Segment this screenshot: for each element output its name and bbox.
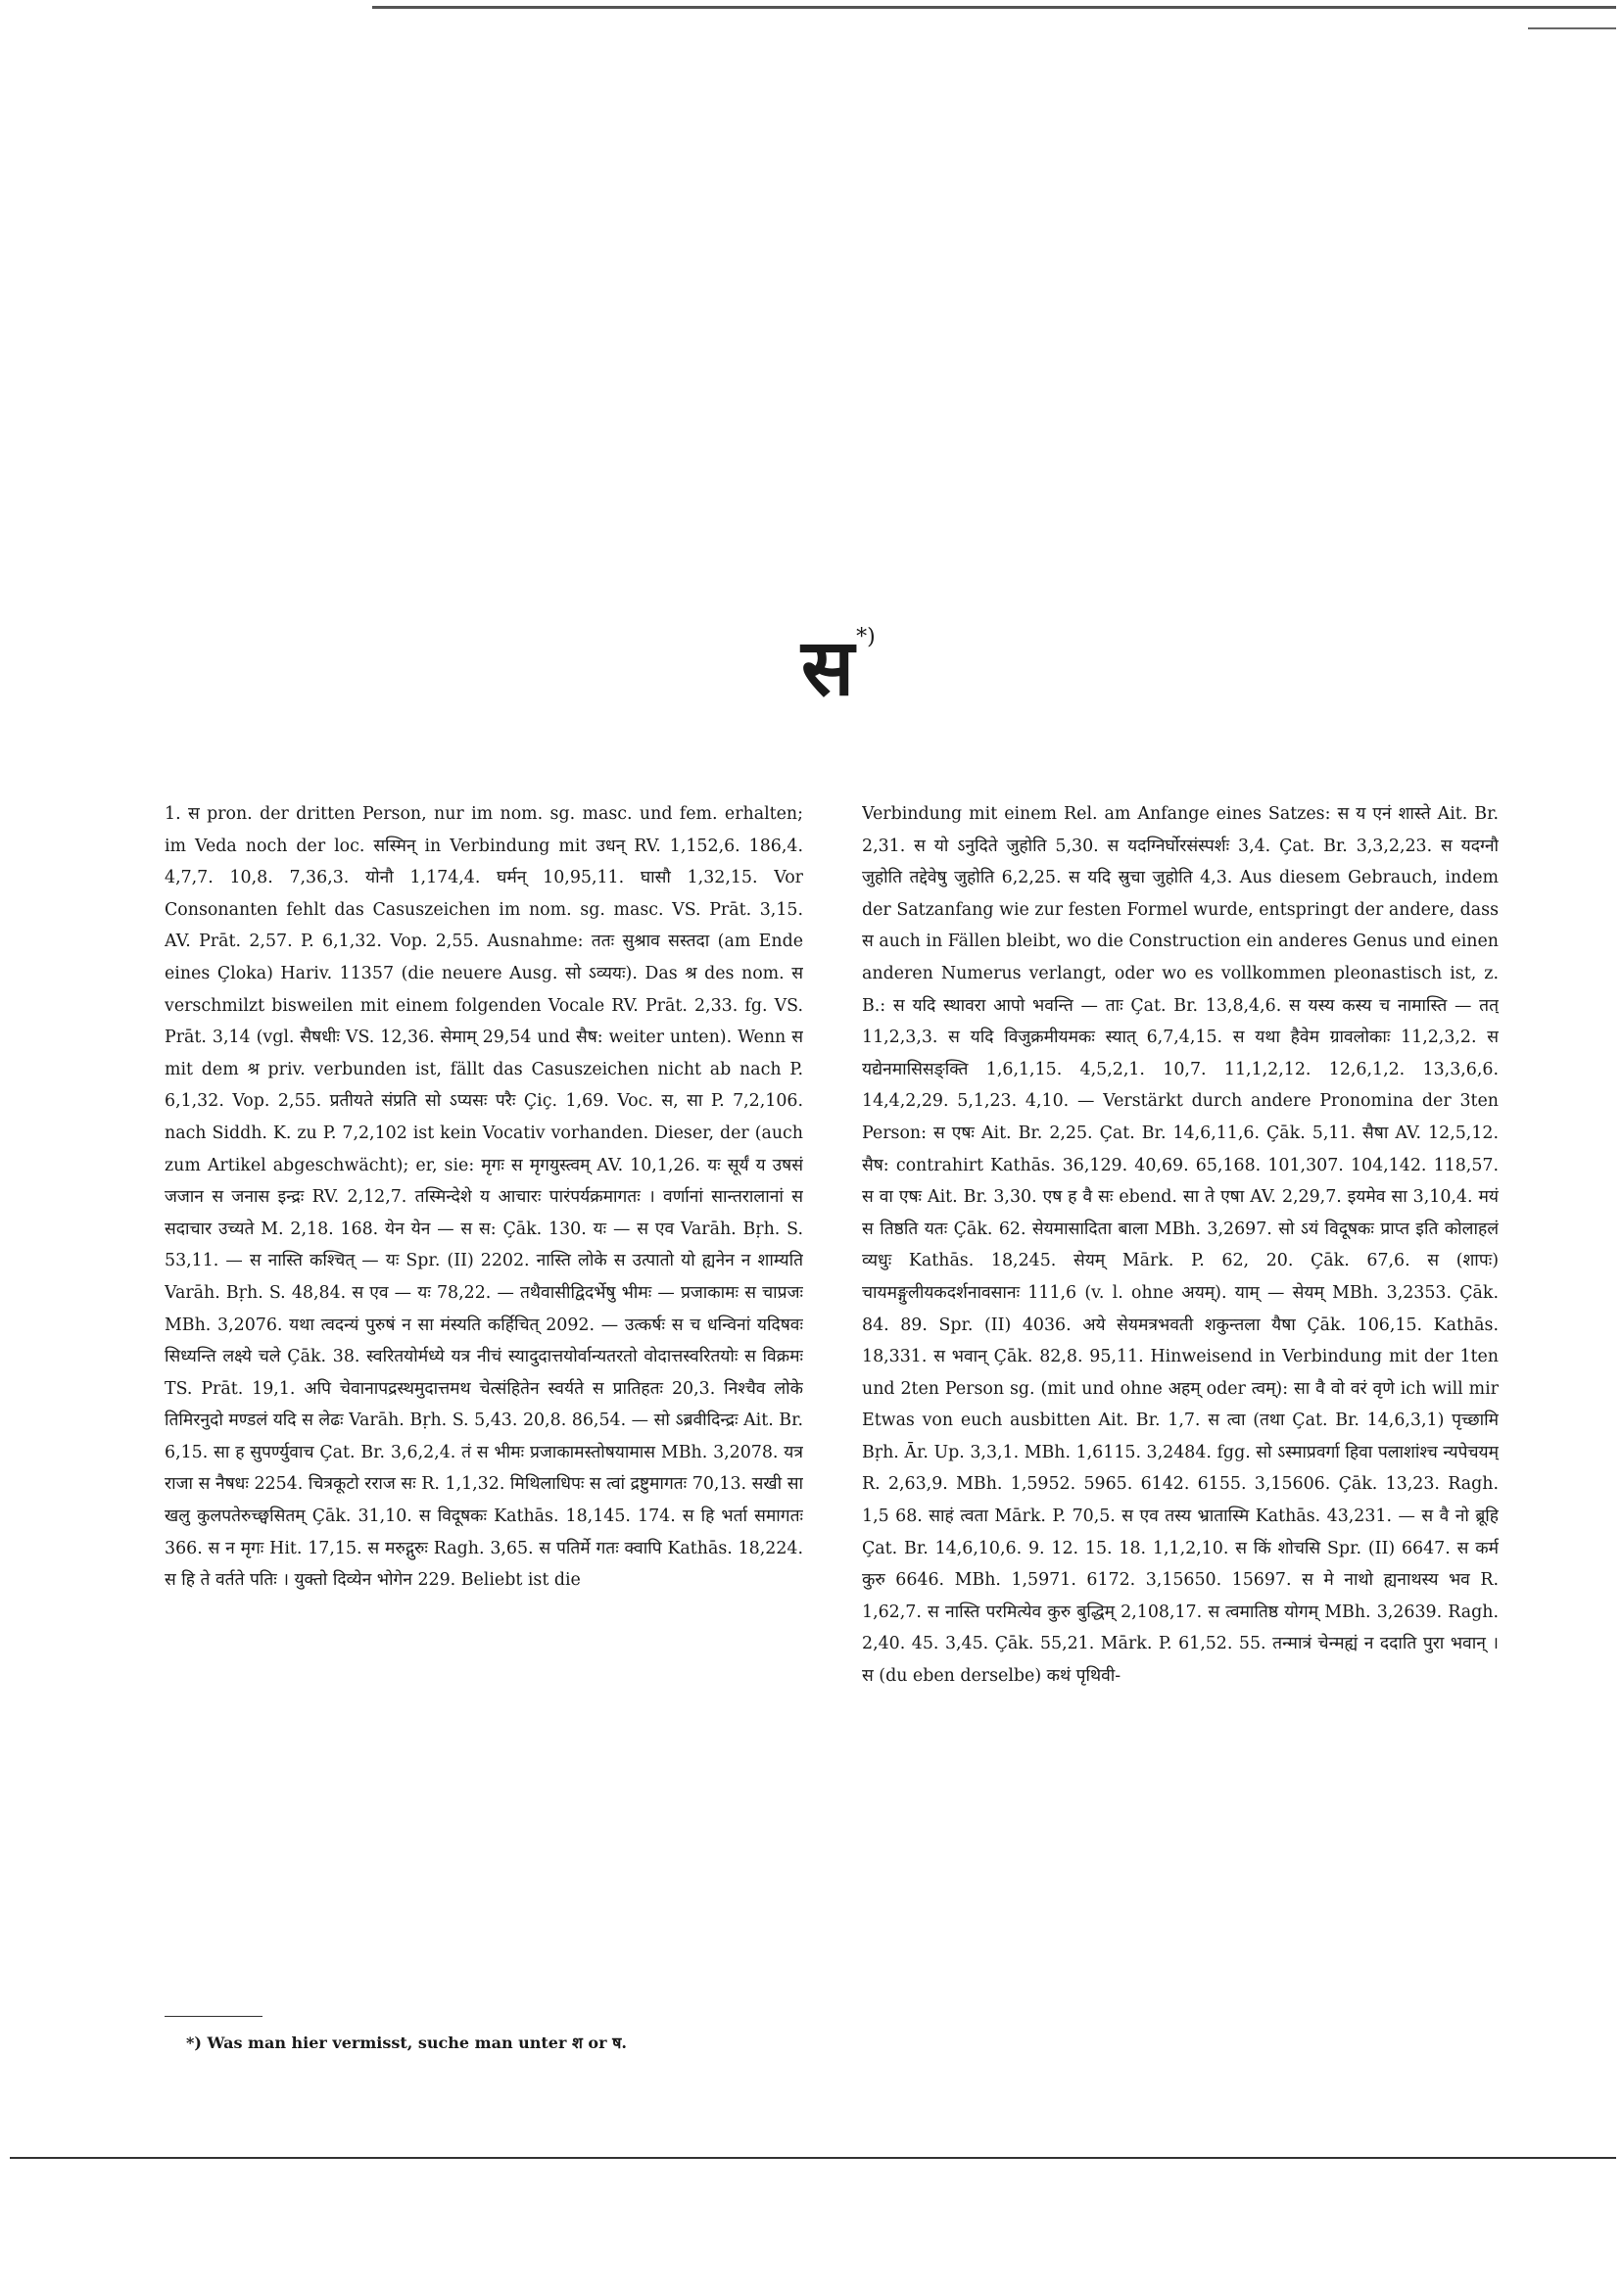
footnote-rule <box>165 2016 262 2017</box>
bottom-scan-rule <box>10 2157 1616 2159</box>
right-column <box>862 798 1499 2023</box>
left-column <box>165 798 803 1974</box>
footnote: *) Was man hier vermisst, suche man unter श or ष. <box>186 2033 627 2052</box>
heading-footnote-mark: *) <box>856 625 876 649</box>
section-heading <box>801 621 876 713</box>
top-scan-rule <box>372 6 1616 9</box>
left-column-text: 1. स pron. der dritten Person, nur im nom. sg. masc. und fem. erhalten; im Veda noch der loc. सस्मिन् in Verbindung mit उधन् RV. 1,152,6. 186,4. 4,7,7. 10,8. 7,36,3. योनौ 1,174,4. घर्मन् 10,95,11. घासौ 1,32,15. Vor Consonanten fehlt das Casuszeichen im nom. sg. masc. VS. Prāt. 3,15. AV. Prāt. 2,57. P. 6,1,32. Vop. 2,55. Ausnahme: ततः सुश्राव सस्तदा (am Ende eines Çloka) Hariv. 11357 (die neuere Ausg. सो ऽव्ययः). Das श्र des nom. स verschmilzt bisweilen mit einem folgenden Vocale RV. Prāt. 2,33. fg. VS. Prāt. 3,14 (vgl. सैषधीः VS. 12,36. सेमाम् 29,54 und सैष: weiter unten). Wenn स mit dem श्र priv. verbunden ist, fällt das Casuszeichen nicht ab nach P. 6,1,32. Vop. 2,55. प्रतीयते संप्रति सो ऽप्यसः परैः Çiç. 1,69. Voc. स, सा P. 7,2,106. nach Siddh. K. zu P. 7,2,102 ist kein Vocativ vorhanden. Dieser, der (auch zum Artikel abgeschwächt); er, sie: मृगः स मृगयुस्त्वम् AV. 10,1,26. यः सूर्यं य उषसं जजान स जनास इन्द्रः RV. 2,12,7. तस्मिन्देशे य आचारः पारंपर्यक्रमागतः । वर्णानां सान्तरालानां स सदाचार उच्यते M. 2,18. 168. येन येन — स स: Çāk. 130. यः — स एव Varāh. Bṛh. S. 53,11. — स नास्ति कश्चित् — यः Spr. (II) 2202. नास्ति लोके स उत्पातो यो ह्यनेन न शाम्यति Varāh. Bṛh. S. 48,84. स एव — यः 78,22. — तथैवासीद्विदर्भेषु भीमः — प्रजाकामः स चाप्रजः MBh. 3,2076. यथा त्वदन्यं पुरुषं न सा मंस्यति कर्हिचित् 2092. — उत्कर्षः स च धन्विनां यदिषवः सिध्यन्ति लक्ष्ये चले Çāk. 38. स्वरितयोर्मध्ये यत्र नीचं स्यादुदात्तयोर्वान्यतरतो वोदात्तस्वरितयोः स विक्रमः TS. Prāt. 19,1. अपि चेवानापद्रस्थमुदात्तमथ चेत्संहितेन स्वर्यते स प्रातिहतः 20,3. निश्चैव लोके तिमिरनुदो मण्डलं यदि स लेढः Varāh. Bṛh. S. 5,43. 20,8. 86,54. — सो ऽब्रवीदिन्द्रः Ait. Br. 6,15. सा ह सुपर्ण्युवाच Çat. Br. 3,6,2,4. तं स भीमः प्रजाकामस्तोषयामास MBh. 3,2078. यत्र राजा स नैषधः 2254. चित्रकूटो रराज सः R. 1,1,32. मिथिलाधिपः स त्वां द्रष्टुमागतः 70,13. सखी सा खलु कुलपतेरुच्छ्वसितम् Çāk. 31,10. स विदूषकः Kathās. 18,145. 174. स हि भर्ता समागतः 366. स न मृगः Hit. 17,15. स मरुद्गुरुः Ragh. 3,65. स पतिर्मे गतः क्वापि Kathās. 18,224. स हि ते वर्तते पतिः । युक्तो दिव्येन भोगेन 229. Beliebt ist die <box>165 804 803 1591</box>
heading-letter: स <box>801 621 855 713</box>
right-column-text: Verbindung mit einem Rel. am Anfange eines Satzes: स य एनं शास्ते Ait. Br. 2,31. स यो ऽनुदिते जुहोति 5,30. स यदग्निर्घोरसंस्पर्शः 3,4. Çat. Br. 3,3,2,23. स यदग्नौ जुहोति तद्देवेषु जुहोति 6,2,25. स यदि स्रुचा जुहोति 4,3. Aus diesem Gebrauch, indem der Satzanfang wie zur festen Formel wurde, entspringt der andere, dass स auch in Fällen bleibt, wo die Construction ein anderes Genus und einen anderen Numerus verlangt, oder wo es vollkommen pleonastisch ist, z. B.: स यदि स्थावरा आपो भवन्ति — ताः Çat. Br. 13,8,4,6. स यस्य कस्य च नामास्ति — तत् 11,2,3,3. स यदि विजुक्रमीयमकः स्यात् 6,7,4,15. स यथा हैवेम ग्रावलोकाः 11,2,3,2. स यद्येनमासिसङ्क्ति 1,6,1,15. 4,5,2,1. 10,7. 11,1,2,12. 12,6,1,2. 13,3,6,6. 14,4,2,29. 5,1,23. 4,10. — Verstärkt durch andere Pronomina der 3ten Person: स एषः Ait. Br. 2,25. Çat. Br. 14,6,11,6. Çāk. 5,11. सैषा AV. 12,5,12. सैष: contrahirt Kathās. 36,129. 40,69. 65,168. 101,307. 104,142. 118,57. स वा एषः Ait. Br. 3,30. एष ह वै सः ebend. सा ते एषा AV. 2,29,7. इयमेव सा 3,10,4. मयं स तिष्ठति यतः Çāk. 62. सेयमासादिता बाला MBh. 3,2697. सो ऽयं विदूषकः प्राप्त इति कोलाहलं व्यधुः Kathās. 18,245. सेयम् Mārk. P. 62, 20. Çāk. 67,6. स (शापः) चायमङ्गुलीयकदर्शनावसानः 111,6 (v. l. ohne अयम्). याम् — सेयम् MBh. 3,2353. Çāk. 84. 89. Spr. (II) 4036. अये सेयमत्रभवती शकुन्तला यैषा Çāk. 106,15. Kathās. 18,331. स भवान् Çāk. 82,8. 95,11. Hinweisend in Verbindung mit der 1ten und 2ten Person sg. (mit und ohne अहम् oder त्वम्): सा वै वो वरं वृणे ich will mir Etwas von euch ausbitten Ait. Br. 1,7. स त्वा (तथा Çat. Br. 14,6,3,1) पृच्छामि Bṛh. Ār. Up. 3,3,1. MBh. 1,6115. 3,2484. fgg. सो ऽस्माप्रवर्गा हिवा पलाशांश्च न्यपेचयम् R. 2,63,9. MBh. 1,5952. 5965. 6142. 6155. 3,15606. Çāk. 13,23. Ragh. 1,5 68. साहं त्वता Mārk. P. 70,5. स एव तस्य भ्रातास्मि Kathās. 43,231. — स वै नो ब्रूहि Çat. Br. 14,6,10,6. 9. 12. 15. 18. 1,1,2,10. स किं शोचसि Spr. (II) 6647. स कर्म कुरु 6646. MBh. 1,5971. 6172. 3,15650. 15697. स मे नाथो ह्यनाथस्य भव R. 1,62,7. स नास्ति परमित्येव कुरु बुद्धिम् 2,108,17. स त्वमातिष्ठ योगम् MBh. 3,2639. Ragh. 2,40. 45. 3,45. Çāk. 55,21. Mārk. P. 61,52. 55. तन्मात्रं चेन्मह्यं न ददाति पुरा भवान् । स (du eben derselbe) कथं पृथिवी- <box>862 804 1499 1687</box>
top-scan-rule-short <box>1528 27 1616 29</box>
